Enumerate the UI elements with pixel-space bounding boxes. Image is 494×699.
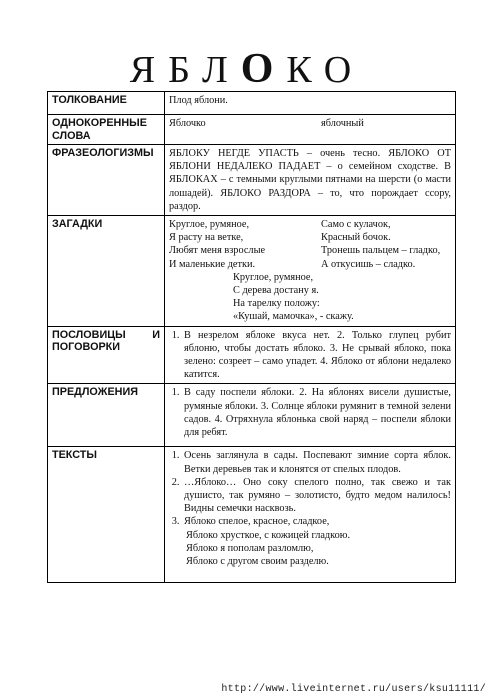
- table-row: [48, 447, 456, 583]
- table-row: [48, 216, 456, 327]
- related-word: Яблочко: [169, 118, 206, 129]
- row-content: [165, 326, 456, 384]
- poem-line: На тарелку положу:: [233, 298, 320, 310]
- table-row: [48, 145, 456, 216]
- riddle-line: И маленькие детки.: [169, 258, 256, 270]
- row-header: ФРАЗЕОЛОГИЗМЫ: [48, 145, 165, 216]
- poem-line: С дерева достану я.: [233, 285, 319, 297]
- list-item: 2. …Яблоко… Оно соку спелого полно, так свежо и так душисто, так румяно – золотисто, будто медом налилось! Видны семечки насквозь.: [182, 476, 451, 516]
- poem-line: Круглое, румяное,: [233, 271, 314, 283]
- row-header: ТЕКСТЫ: [48, 447, 165, 583]
- table-row: [48, 92, 456, 115]
- row-content: [165, 115, 456, 145]
- list-item: 1. Осень заглянула в сады. Поспевают зимние сорта яблок. Ветки деревьев так и клонятся от спелых плодов.: [182, 449, 451, 475]
- poem-line: «Кушай, мамочка», - скажу.: [233, 311, 354, 323]
- source-url: http://www.liveinternet.ru/users/ksu11111/: [221, 684, 486, 695]
- riddle-line: Любят меня взрослые: [169, 245, 266, 257]
- row-content: [165, 447, 456, 583]
- riddle-line: Красный бочок.: [321, 232, 391, 244]
- table-row: [48, 384, 456, 447]
- list-item: 1. В саду поспели яблоки. 2. На яблонях висели душистые, румяные яблоки. 3. Солнце яблоки румянит в темной зелени садов. 4. Отряхнула яблонька свой наряд – поспели яблоки для ребят.: [182, 386, 451, 439]
- list-item: 3. Яблоко спелое, красное, сладкое,: [182, 515, 451, 528]
- riddle-line: Круглое, румяное,: [169, 219, 250, 231]
- table-row: [48, 326, 456, 384]
- riddle-poem: [169, 271, 451, 324]
- row-header: ПОСЛОВИЦЫ И ПОГОВОРКИ: [48, 326, 165, 384]
- text-line: Яблоко я пополам разломлю,: [186, 542, 314, 554]
- table-row: [48, 115, 456, 145]
- text-line: Яблоко хрусткое, с кожицей гладкою.: [186, 529, 351, 541]
- row-header: ТОЛКОВАНИЕ: [48, 92, 165, 115]
- text-line: Яблоко с другом своим разделю.: [186, 556, 329, 568]
- riddle-line: Я расту на ветке,: [169, 232, 244, 244]
- related-word: яблочный: [321, 118, 364, 129]
- word-table: [47, 91, 456, 583]
- riddle-line: Само с кулачок,: [321, 219, 391, 231]
- list-item: 1. В незрелом яблоке вкуса нет. 2. Только глупец рубит яблоню, чтобы достать яблоко. 3. Не срывай яблоко, пока зелено: созреет – само упадет. 4. Яблоко от яблони недалеко катится.: [182, 329, 451, 382]
- riddle-line: Тронешь пальцем – гладко,: [321, 245, 441, 257]
- row-content: ЯБЛОКУ НЕГДЕ УПАСТЬ – очень тесно. ЯБЛОКО ОТ ЯБЛОНИ НЕДАЛЕКО ПАДАЕТ – о семейном сходстве. В ЯБЛОКАХ – с темными круглыми пятнами на шерсти (о масти лошадей). ЯБЛОКО РАЗДОРА – то, что порождает ссору, раздор.: [165, 145, 456, 216]
- row-content: [165, 384, 456, 447]
- page-title: ЯБЛОКО: [129, 46, 365, 92]
- riddle-line: А откусишь – сладко.: [321, 258, 416, 270]
- row-content: Плод яблони.: [165, 92, 456, 115]
- row-header: ЗАГАДКИ: [48, 216, 165, 327]
- row-header: ОДНОКОРЕННЫЕ СЛОВА: [48, 115, 165, 145]
- row-header: ПРЕДЛОЖЕНИЯ: [48, 384, 165, 447]
- row-content: [165, 216, 456, 327]
